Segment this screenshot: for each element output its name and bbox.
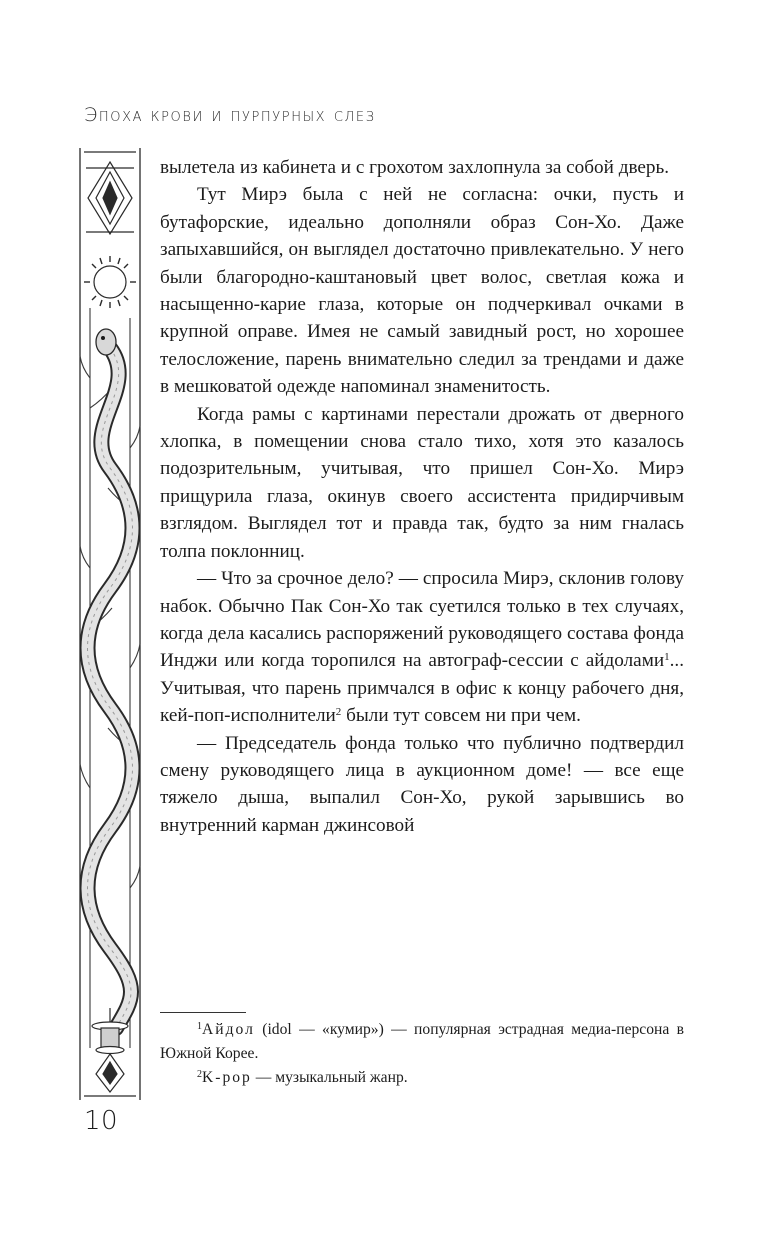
paragraph (160, 565, 684, 729)
page-number: 10 (84, 1106, 119, 1136)
paragraph-text: — Что за срочное дело? — спросила Мирэ, склонив голову набок. Обычно Пак Сон-Хо так суетился только в тех случаях, когда дела касались распоряжений руководящего состава фонда Инджи или когда торопился на автограф-сессии с айдолами (160, 568, 684, 672)
footnote-term: Айдол (202, 1021, 255, 1038)
footnote-ref[interactable]: 2 (335, 706, 342, 719)
footnote-text: — музыкальный жанр. (251, 1069, 408, 1086)
paragraph: Тут Мирэ была с ней не согласна: очки, пусть и бутафорские, идеально дополняли образ Сон-Хо. Даже запыхавшийся, он выглядел достаточно привлекательно. У него были благородно-каштановый цвет волос, светлая кожа и насыщенно-карие глаза, которые он подчеркивал очками в крупной оправе. Имея не самый завидный рост, но хорошее телосложение, парень внимательно следил за трендами и даже в мешковатой одежде напоминал знаменитость. (160, 184, 684, 398)
decorative-serpent-border (76, 148, 144, 1100)
footnote-term: K-pop (202, 1069, 252, 1086)
footnote-text: (idol — «кумир») — популярная эстрадная медиа-персона в Южной Корее. (160, 1021, 684, 1062)
body-text (160, 154, 684, 839)
footnote-ref[interactable]: 1 (664, 651, 670, 664)
paragraph: Когда рамы с картинами перестали дрожать от дверного хлопка, в помещении снова стало тихо, хотя это казалось подозрительным, учитывая, что пришел Сон-Хо. Мирэ прищурила глаза, окинув своего ассистента придирчивым взглядом. Выглядел тот и правда так, будто за ним гналась толпа поклонниц. (160, 403, 684, 562)
running-title: Эпоха крови и пурпурных слез (84, 104, 376, 126)
paragraph: — Председатель фонда только что публично подтвердил смену руководящего лица в аукционном доме! — все еще тяжело дыша, выпалил Сон-Хо, рукой зарывшись во внутренний карман джинсовой (160, 732, 684, 836)
footnote-marker: 2 (197, 1069, 202, 1080)
paragraph: вылетела из кабинета и с грохотом захлопнула за собой дверь. (160, 157, 670, 178)
footnote-marker: 1 (197, 1021, 202, 1032)
paragraph-text: были тут совсем ни при чем. (341, 705, 581, 727)
footnote-divider (160, 1012, 246, 1013)
sun-icon (84, 256, 136, 308)
footnote (160, 1018, 684, 1066)
serpent-icon (88, 329, 133, 1028)
paragraph-text: ... Учитывая, что парень примчался в офис к концу рабочего дня, кей-поп-исполнители (160, 650, 684, 727)
footnotes (160, 1018, 684, 1090)
diamond-icon (86, 162, 134, 234)
footnote (160, 1066, 684, 1090)
